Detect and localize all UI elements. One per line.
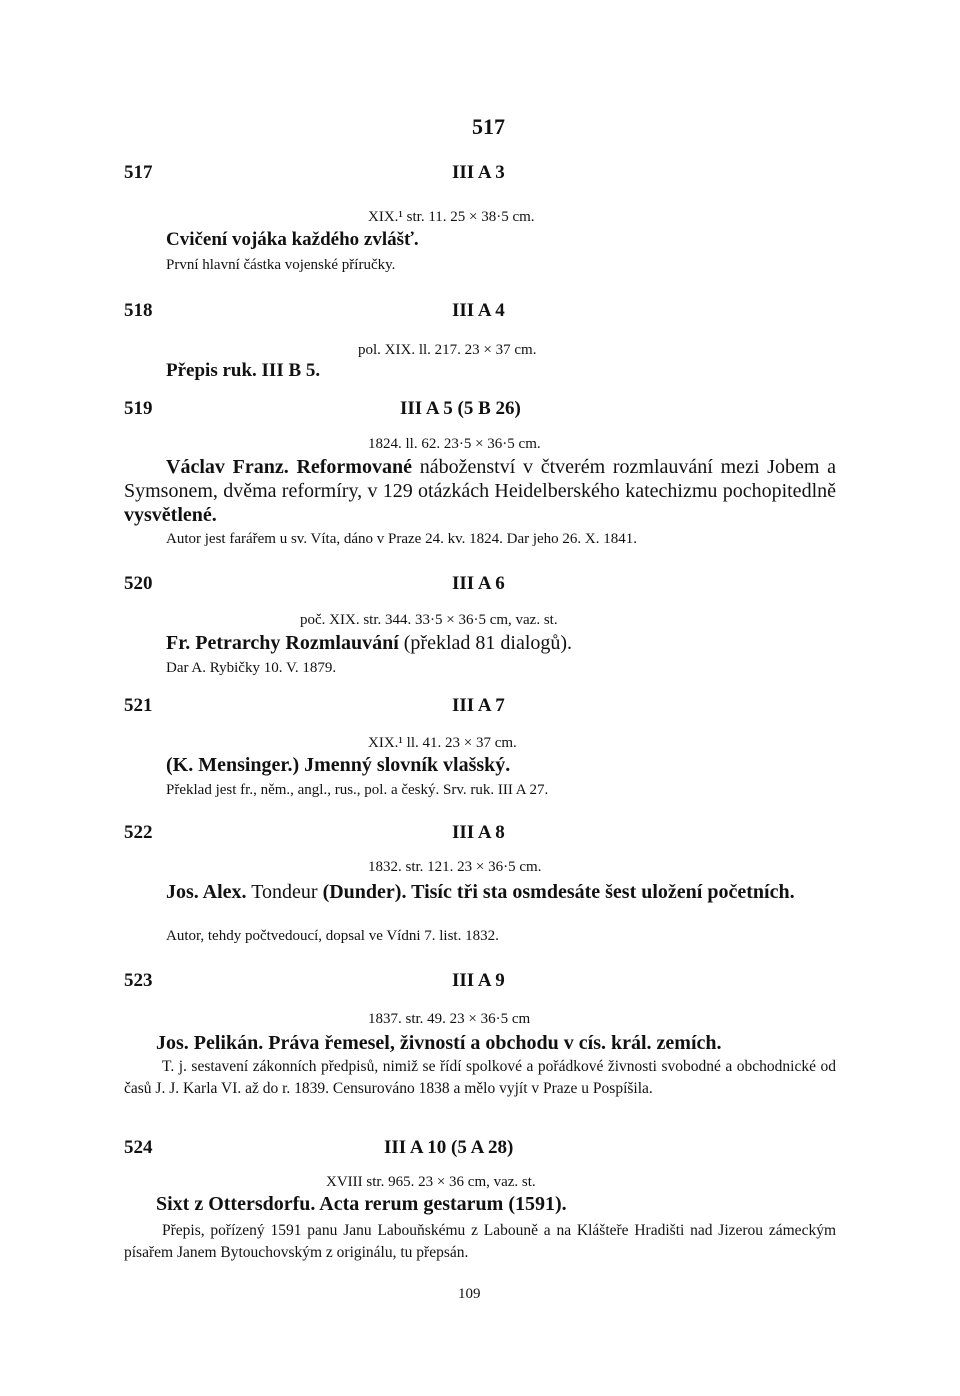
entry-title-author: Václav Franz. Reformované (166, 456, 412, 478)
entry-title: Přepis ruk. III B 5. (166, 360, 321, 381)
entry-meta: XIX.¹ ll. 41. 23 × 37 cm. (368, 735, 517, 751)
entry-meta: XVIII str. 965. 23 × 36 cm, vaz. st. (326, 1174, 536, 1190)
entry-title: (K. Mensinger.) Jmenný slovník vlašský. (166, 754, 511, 776)
entry-note: První hlavní částka vojenské příručky. (166, 257, 396, 273)
entry-number: 517 (124, 162, 153, 183)
entry-number: 522 (124, 822, 153, 843)
entry-meta: 1832. str. 121. 23 × 36·5 cm. (368, 859, 542, 875)
entry-number: 523 (124, 970, 153, 991)
entry-title: Sixt z Ottersdorfu. Acta rerum gestarum (1591). (156, 1193, 567, 1215)
entry-title (124, 455, 836, 527)
entry-title: Jos. Pelikán. Práva řemesel, živností a obchodu v cís. král. zemích. (156, 1032, 722, 1054)
entry-title-text: Tondeur (251, 881, 318, 903)
page-number-top: 517 (472, 114, 505, 139)
entry-meta: poč. XIX. str. 344. 33·5 × 36·5 cm, vaz. st. (300, 612, 558, 628)
entry-number: 521 (124, 695, 153, 716)
page-number-footer: 109 (458, 1286, 481, 1302)
entry-number: 524 (124, 1137, 153, 1158)
entry-meta: 1824. ll. 62. 23·5 × 36·5 cm. (368, 436, 541, 452)
entry-note: Dar A. Rybičky 10. V. 1879. (166, 660, 337, 676)
entry-note: Překlad jest fr., něm., angl., rus., pol. a český. Srv. ruk. III A 27. (166, 782, 549, 798)
entry-meta: XIX.¹ str. 11. 25 × 38·5 cm. (368, 209, 535, 225)
entry-title: Cvičení vojáka každého zvlášť. (166, 229, 419, 250)
entry-meta: 1837. str. 49. 23 × 36·5 cm (368, 1011, 531, 1027)
entry-number: 520 (124, 573, 153, 594)
entry-title-end: vysvětlené. (124, 504, 217, 526)
entry-note: Autor, tehdy počtvedoucí, dopsal ve Vídni 7. list. 1832. (166, 928, 499, 944)
entry-title-end: (Dunder). Tisíc tři sta osmdesáte šest uložení početních. (322, 881, 795, 903)
entry-number: 519 (124, 398, 153, 419)
entry-note: T. j. sestavení zákonních předpisů, nimiž se řídí spolkové a pořádkové živnosti svobodné a obchodnické od časů J. J. Karla VI. až do r. 1839. Censurováno 1838 a mělo vyjít v Praze u Pospíšila. (124, 1058, 836, 1097)
shelf-signature: III A 3 (452, 162, 505, 183)
entry-title (166, 632, 572, 655)
shelf-signature: III A 10 (5 A 28) (384, 1137, 514, 1158)
entry-note: Autor jest farářem u sv. Víta, dáno v Praze 24. kv. 1824. Dar jeho 26. X. 1841. (166, 531, 638, 547)
shelf-signature: III A 8 (452, 822, 505, 843)
entry-meta: pol. XIX. ll. 217. 23 × 37 cm. (358, 342, 537, 358)
entry-note: Přepis, pořízený 1591 panu Janu Labouňskému z Labouně a na Klášteře Hradišti nad Jizerou zámeckým písařem Janem Bytouchovským z originálu, tu přepsán. (124, 1222, 836, 1261)
entry-title-author: Jos. Alex. (166, 881, 247, 903)
shelf-signature: III A 5 (5 B 26) (400, 398, 521, 419)
entry-title-text: náboženství v čtverém rozmlauvání mezi Jobem a Symsonem, dvěma reformíry, v 129 otázkách Heidelberského katechizmu pochopitedlně (124, 456, 836, 502)
shelf-signature: III A 4 (452, 300, 505, 321)
entry-title-text: (překlad 81 dialogů). (403, 632, 573, 654)
shelf-signature: III A 9 (452, 970, 505, 991)
entry-title (124, 880, 836, 904)
shelf-signature: III A 6 (452, 573, 505, 594)
shelf-signature: III A 7 (452, 695, 505, 716)
entry-title-author: Fr. Petrarchy Rozmlauvání (166, 632, 399, 654)
entry-number: 518 (124, 300, 153, 321)
